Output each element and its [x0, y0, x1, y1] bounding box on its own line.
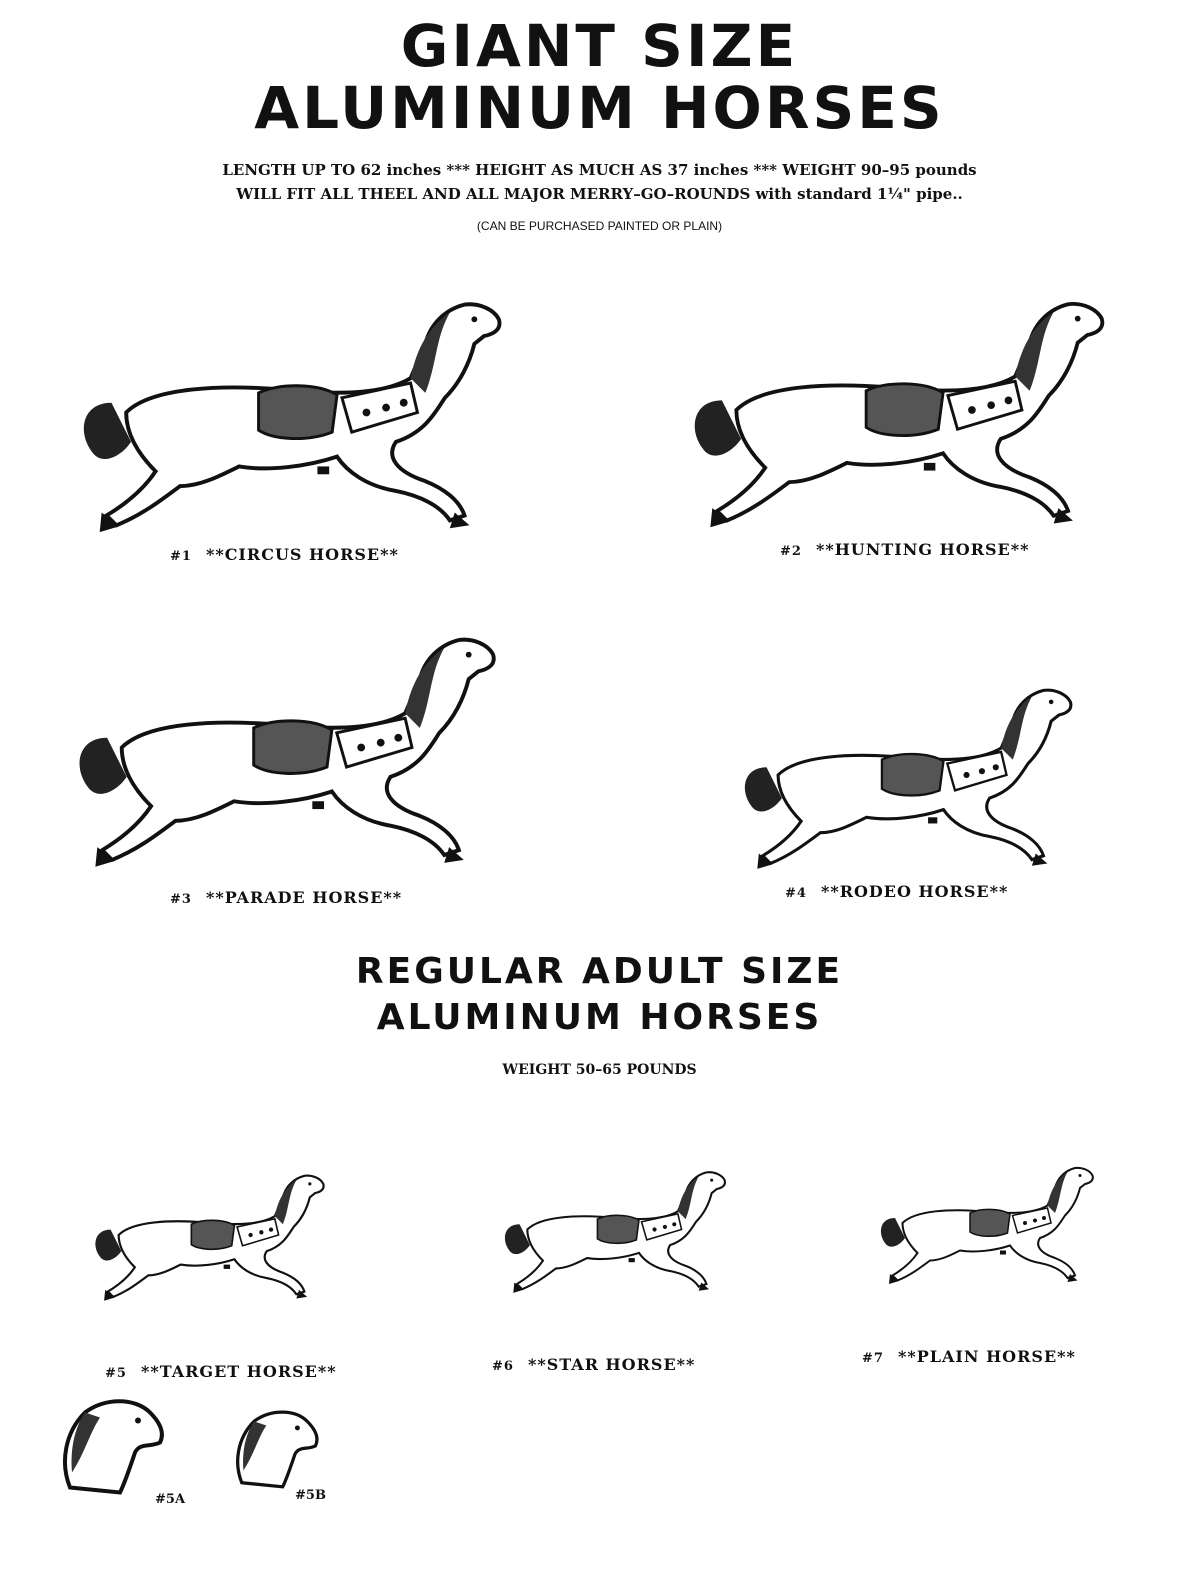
horse-number: #1: [170, 549, 192, 564]
rodeo-horse-caption: [785, 882, 1008, 901]
horse-name: **HUNTING HORSE**: [815, 540, 1030, 559]
giant-title-line1: GIANT SIZE: [400, 12, 799, 80]
horse-name: **PLAIN HORSE**: [897, 1347, 1076, 1366]
giant-spec-line1: LENGTH UP TO 62 inches *** HEIGHT AS MUCH AS 37 inches *** WEIGHT 90–95 pounds: [222, 161, 977, 179]
horse-name: **RODEO HORSE**: [820, 882, 1009, 901]
horse-number: #6: [492, 1359, 514, 1374]
plain-head-illustration: [222, 1405, 327, 1495]
head-5a-label: #5A: [155, 1492, 186, 1507]
circus-horse-illustration: [68, 285, 508, 540]
giant-title-line2: ALUMINUM HORSES: [254, 74, 945, 142]
circus-head-illustration: [50, 1390, 170, 1505]
plain-horse-illustration: [830, 1158, 1140, 1288]
horse-name: **TARGET HORSE**: [140, 1362, 337, 1381]
regular-weight: WEIGHT 50–65 POUNDS: [502, 1062, 697, 1078]
parade-horse-illustration: [68, 615, 498, 880]
horse-number: #3: [170, 892, 192, 907]
star-horse-caption: [492, 1355, 695, 1374]
horse-name: **STAR HORSE**: [527, 1355, 696, 1374]
head-5b-label: #5B: [295, 1488, 326, 1503]
plain-horse-caption: [862, 1347, 1076, 1366]
giant-spec-line2: WILL FIT ALL THEEL AND ALL MAJOR MERRY–GO–ROUNDS with standard 1¼" pipe..: [236, 185, 963, 203]
regular-title-line2: ALUMINUM HORSES: [376, 997, 823, 1038]
horse-number: #2: [780, 544, 802, 559]
horse-name: **PARADE HORSE**: [205, 888, 403, 907]
rodeo-horse-illustration: [680, 675, 1130, 875]
horse-number: #7: [862, 1351, 884, 1366]
painted-plain-note: (CAN BE PURCHASED PAINTED OR PLAIN): [476, 219, 723, 233]
circus-horse-caption: [170, 545, 399, 564]
horse-name: **CIRCUS HORSE**: [205, 545, 399, 564]
target-horse-illustration: [50, 1165, 365, 1305]
parade-horse-caption: [170, 888, 402, 907]
hunting-horse-illustration: [680, 285, 1110, 535]
hunting-horse-caption: [780, 540, 1029, 559]
target-horse-caption: [105, 1362, 337, 1381]
horse-number: #4: [785, 886, 807, 901]
horse-number: #5: [105, 1366, 127, 1381]
star-horse-illustration: [458, 1162, 768, 1297]
regular-title-line1: REGULAR ADULT SIZE: [355, 951, 844, 992]
